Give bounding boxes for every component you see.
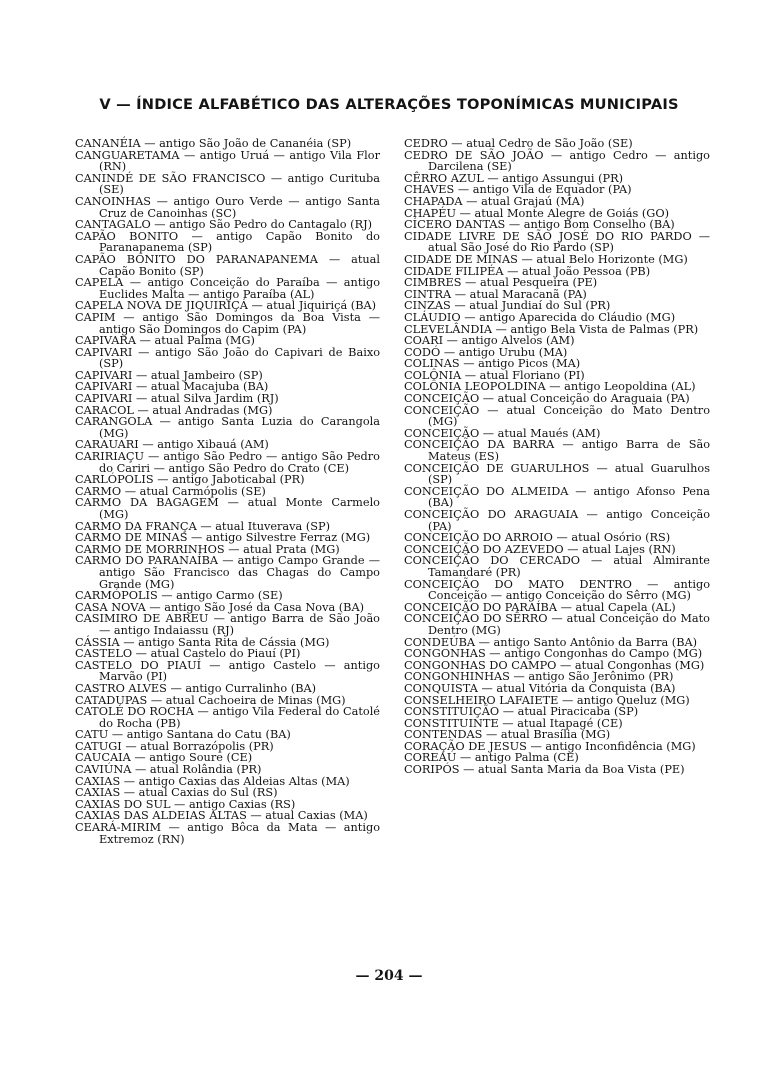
index-entry: CASTRO ALVES — antigo Curralinho (BA) bbox=[75, 681, 317, 695]
index-entry: CAVIÚNA — atual Rolândia (PR) bbox=[75, 763, 262, 777]
index-entry: CONCEIÇÃO DE GUARULHOS — atual Guarulhos (SP) bbox=[404, 461, 710, 487]
index-entry: CONCEIÇÃO DO ARROIO — atual Osório (RS) bbox=[404, 531, 671, 545]
index-entry: CONCEIÇÃO — atual Conceição do Araguaia (PA) bbox=[404, 392, 690, 406]
index-entry: CAPIVARI — antigo São João do Capivari de Baixo (SP) bbox=[75, 345, 380, 371]
index-entry: CIMBRES — atual Pesqueira (PE) bbox=[404, 276, 598, 290]
index-entry: CODÓ — antigo Urubu (MA) bbox=[404, 345, 568, 359]
index-entry: CÍCERO DANTAS — antigo Bom Conselho (BA) bbox=[404, 218, 675, 232]
index-entry: CARAUARI — antigo Xibauá (AM) bbox=[75, 438, 269, 452]
index-entry: CARMO DE MORRINHOS — atual Prata (MG) bbox=[75, 542, 340, 556]
index-entry: CONGONHAS DO CAMPO — atual Congonhas (MG) bbox=[404, 658, 705, 672]
index-entry: CAPÃO BONITO — antigo Capão Bonito do Paranapanema (SP) bbox=[75, 229, 380, 255]
index-entry: CARMO DA BAGAGEM — atual Monte Carmelo (MG) bbox=[75, 496, 380, 521]
index-entry: CATU — antigo Santana do Catu (BA) bbox=[75, 728, 291, 742]
index-entry: CONCEIÇÃO DO AZEVEDO — atual Lajes (RN) bbox=[404, 542, 676, 556]
index-entry: CÊRRO AZUL — antigo Assungui (PR) bbox=[404, 171, 623, 185]
index-entry: CATOLÉ DO ROCHA — antigo Vila Federal do Catolé do Rocha (PB) bbox=[75, 705, 380, 730]
index-entry: CONQUISTA — atual Vitória da Conquista (BA) bbox=[404, 681, 676, 695]
index-entry: CATADUPAS — atual Cachoeira de Minas (MG) bbox=[75, 693, 346, 707]
index-entry: CONCEIÇÃO — atual Maués (AM) bbox=[404, 426, 601, 440]
index-entry: CLEVELÂNDIA — antigo Bela Vista de Palmas (PR) bbox=[404, 322, 699, 336]
index-entry: CARMO — atual Carmópolis (SE) bbox=[75, 484, 266, 498]
index-entry: CONGONHAS — antigo Congonhas do Campo (MG) bbox=[404, 647, 703, 661]
index-entry: CARMO DO PARANAÍBA — antigo Campo Grande — antigo São Francisco das Chagas do Campo Grande (MG) bbox=[75, 554, 380, 591]
index-entry: CONSTITUIÇÃO — atual Piracicaba (SP) bbox=[404, 705, 639, 719]
index-entry: CARACOL — atual Andradas (MG) bbox=[75, 403, 273, 417]
index-entry: CAPIVARI — atual Macajuba (BA) bbox=[75, 380, 269, 394]
index-entry: CAPELA — antigo Conceição do Paraíba — antigo Euclides Malta — antigo Paraíba (AL) bbox=[75, 276, 380, 301]
index-entry: CANANÉIA — antigo São João de Cananéia (SP) bbox=[75, 137, 352, 150]
index-entry: COREAÚ — antigo Palma (CE) bbox=[404, 751, 579, 765]
left-column bbox=[75, 138, 380, 845]
index-entry: CAXIAS — antigo Caxias das Aldeias Altas (MA) bbox=[75, 774, 350, 788]
index-entry: CAPIVARI — atual Jambeiro (SP) bbox=[75, 368, 263, 382]
index-entry: CANOINHAS — antigo Ouro Verde — antigo Santa Cruz de Canoinhas (SC) bbox=[75, 194, 380, 220]
index-entry: CANINDÉ DE SÃO FRANCISCO — antigo Curituba (SE) bbox=[75, 171, 380, 197]
index-entry: CONSELHEIRO LAFAIETE — antigo Queluz (MG) bbox=[404, 693, 690, 707]
index-entry: CONDEÚBA — antigo Santo Antônio da Barra (BA) bbox=[404, 635, 698, 649]
index-entry: CAPÃO BONITO DO PARANAPANEMA — atual Capão Bonito (SP) bbox=[75, 252, 380, 278]
index-entry: CAPELA NOVA DE JIQUIRIÇÁ — atual Jiquiriçá (BA) bbox=[75, 299, 377, 313]
index-entry: CORAÇÃO DE JESUS — antigo Inconfidência (MG) bbox=[404, 739, 696, 753]
index-entry: CAPIVARA — atual Palma (MG) bbox=[75, 334, 255, 348]
page-number: — 204 — bbox=[355, 968, 423, 984]
page-title: V — ÍNDICE ALFABÉTICO DAS ALTERAÇÕES TOPONÍMICAS MUNICIPAIS bbox=[99, 96, 679, 113]
index-entry: CLÁUDIO — antigo Aparecida do Cláudio (MG) bbox=[404, 310, 676, 324]
index-entry: CHAPÉU — atual Monte Alegre de Goiás (GO) bbox=[404, 206, 669, 220]
index-entry: CORIPÓS — atual Santa Maria da Boa Vista (PE) bbox=[404, 763, 685, 777]
right-column bbox=[404, 138, 710, 776]
index-entry: CONCEIÇÃO DO SÊRRO — atual Conceição do Mato Dentro (MG) bbox=[404, 612, 710, 637]
index-entry: CATUGI — atual Borrazópolis (PR) bbox=[75, 739, 274, 753]
index-entry: CARANGOLA — antigo Santa Luzia do Carangola (MG) bbox=[75, 415, 380, 440]
index-entry: CAPIM — antigo São Domingos da Boa Vista — antigo São Domingos do Capim (PA) bbox=[75, 310, 380, 336]
index-entry: COARI — antigo Alvelos (AM) bbox=[404, 334, 575, 348]
index-entry: CONTENDAS — atual Brasília (MG) bbox=[404, 728, 611, 742]
index-entry: CARMO DA FRANÇA — atual Ituverava (SP) bbox=[75, 519, 331, 533]
index-entry: CANTAGALO — antigo São Pedro do Cantagalo (RJ) bbox=[75, 218, 373, 232]
index-entry: CARIRIAÇU — antigo São Pedro — antigo São Pedro do Cariri — antigo São Pedro do Crato (CE) bbox=[75, 450, 380, 475]
index-entry: CARMÓPOLIS — antigo Carmo (SE) bbox=[75, 589, 283, 603]
index-entry: CARMO DE MINAS — antigo Silvestre Ferraz (MG) bbox=[75, 531, 371, 545]
index-entry: CONCEIÇÃO DO CERCADO — atual Almirante Tamandaré (PR) bbox=[404, 554, 710, 579]
index-entry: CANGUARETAMA — antigo Uruá — antigo Vila Flor (RN) bbox=[75, 148, 380, 174]
index-entry: CAPIVARI — atual Silva Jardim (RJ) bbox=[75, 392, 279, 406]
index-entry: CONGONHINHAS — antigo São Jerônimo (PR) bbox=[404, 670, 674, 684]
index-entry: CEARÁ-MIRIM — antigo Bôca da Mata — antigo Extremoz (RN) bbox=[75, 821, 380, 846]
index-entry: CONCEIÇÃO DO ARAGUAIA — antigo Conceição (PA) bbox=[404, 508, 710, 533]
index-entry: COLINAS — antigo Picos (MA) bbox=[404, 357, 581, 371]
index-entry: CINZAS — atual Jundiaí do Sul (PR) bbox=[404, 299, 611, 313]
index-entry: CONSTITUINTE — atual Itapagé (CE) bbox=[404, 716, 623, 730]
index-entry: CEDRO — atual Cedro de São João (SE) bbox=[404, 137, 633, 150]
index-entry: CASA NOVA — antigo São José da Casa Nova (BA) bbox=[75, 600, 365, 614]
index-entry: CONCEIÇÃO — atual Conceição do Mato Dentro (MG) bbox=[404, 403, 710, 429]
index-entry: CONCEIÇÃO DA BARRA — antigo Barra de São Mateus (ES) bbox=[404, 438, 710, 464]
index-entry: CINTRA — atual Maracanã (PA) bbox=[404, 287, 587, 301]
index-entry: CAXIAS DAS ALDEIAS ALTAS — atual Caxias (MA) bbox=[75, 809, 368, 823]
index-entry: COLÔNIA LEOPOLDINA — antigo Leopoldina (AL) bbox=[404, 380, 696, 394]
index-entry: CONCEIÇÃO DO ALMEIDA — antigo Afonso Pena (BA) bbox=[404, 484, 710, 510]
index-entry: CEDRO DE SÃO JOÃO — antigo Cedro — antigo Darcilena (SE) bbox=[404, 148, 710, 174]
index-entry: CASTELO — atual Castelo do Piauí (PI) bbox=[75, 647, 301, 661]
index-entry: CHAPADA — atual Grajaú (MA) bbox=[404, 194, 585, 208]
index-entry: CIDADE LIVRE DE SÃO JOSÉ DO RIO PARDO — atual São José do Rio Pardo (SP) bbox=[404, 229, 710, 255]
index-entry: CARLÓPOLIS — antigo Jaboticabal (PR) bbox=[75, 473, 305, 487]
index-entry: CAXIAS — atual Caxias do Sul (RS) bbox=[75, 786, 278, 800]
index-entry: CIDADE DE MINAS — atual Belo Horizonte (MG) bbox=[404, 252, 688, 266]
index-entry: CÁSSIA — antigo Santa Rita de Cássia (MG) bbox=[75, 635, 330, 649]
index-entry: CONCEIÇÃO DO PARAÍBA — atual Capela (AL) bbox=[404, 600, 676, 614]
index-entry: CASTELO DO PIAUÍ — antigo Castelo — antigo Marvão (PI) bbox=[75, 658, 380, 684]
index-entry: CASIMIRO DE ABREU — antigo Barra de São João — antigo Indaiassu (RJ) bbox=[75, 612, 380, 637]
index-entry: CONCEIÇÃO DO MATO DENTRO — antigo Conceição — antigo Conceição do Sêrro (MG) bbox=[404, 577, 710, 603]
index-entry: CIDADE FILIPÉA — atual João Pessoa (PB) bbox=[404, 264, 651, 278]
index-entry: CHAVES — antigo Vila de Equador (PA) bbox=[404, 183, 632, 197]
index-entry: COLÔNIA — atual Floriano (PI) bbox=[404, 368, 585, 382]
index-entry: CAUCAIA — antigo Soure (CE) bbox=[75, 751, 253, 765]
index-entry: CAXIAS DO SUL — antigo Caxias (RS) bbox=[75, 797, 296, 811]
